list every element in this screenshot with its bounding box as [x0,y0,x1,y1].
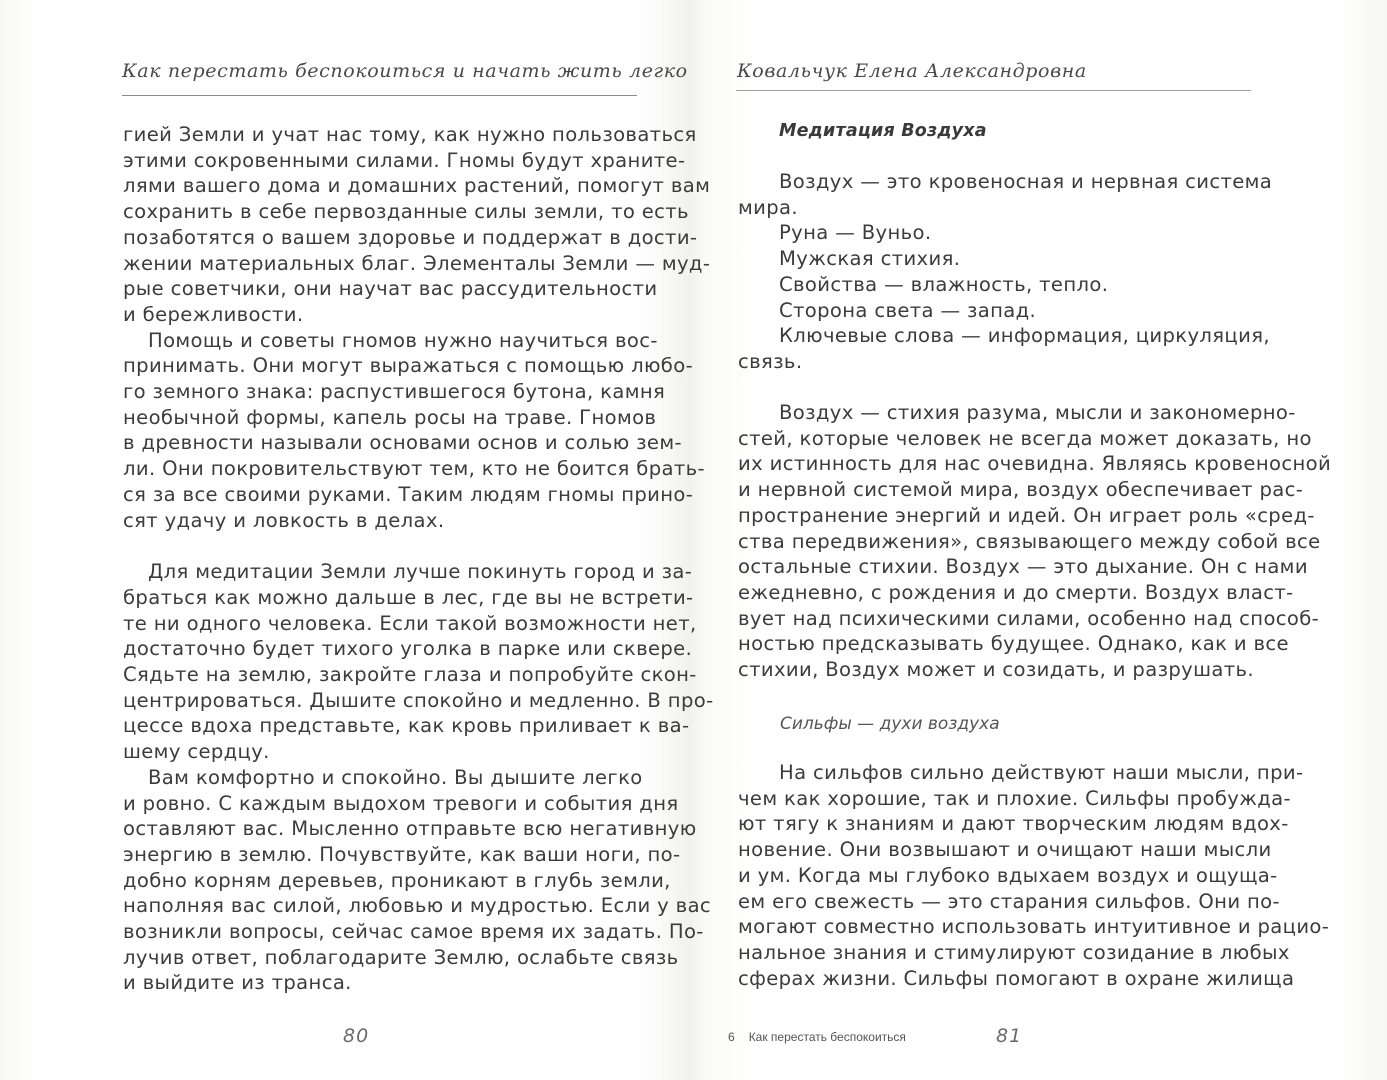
text-line: ют тягу к знаниям и дают творческим людям вдох- [738,812,1289,836]
text-line: Ключевые слова — информация, циркуляция, [779,324,1270,348]
text-line: нальное знания и стимулируют созидание в любых [738,940,1290,964]
text-line: энергию в землю. Почувствуйте, как ваши ноги, по- [123,842,681,866]
text-line: центрироваться. Дышите спокойно и медленно. В про- [123,688,714,712]
text-line: браться как можно дальше в лес, где вы не встрети- [123,585,694,609]
text-line: этими сокровенными силами. Гномы будут храните- [123,148,686,172]
text-line: и нервной системой мира, воздух обеспечивает рас- [738,478,1304,502]
text-line: шему сердцу. [123,740,270,764]
text-line: Для медитации Земли лучше покинуть город и за- [148,560,693,584]
text-line: ли. Они покровительствуют тем, кто не боится брать- [123,457,705,481]
text-line: рые советчики, они научат вас рассудительности [123,277,658,301]
signature-title: Как перестать беспокоиться [748,1030,906,1044]
text-line: остальные стихии. Воздух — это дыхание. Он с нами [738,555,1308,579]
text-line: их истинность для нас очевидна. Являясь кровеносной [738,452,1332,476]
text-line: Руна — Вуньо. [779,221,932,245]
text-line: принимать. Они могут выражаться с помощью любо- [123,354,694,378]
text-line: стихии, Воздух может и созидать, и разрушать. [738,658,1254,681]
running-head-left: Как перестать беспокоиться и начать жить легко [122,60,688,82]
text-line: сохранить в себе первозданные силы земли, то есть [123,200,689,224]
text-line: позаботятся о вашем здоровье и поддержат в дости- [123,225,698,249]
text-line: чем как хорошие, так и плохие. Сильфы пробужда- [738,786,1291,810]
text-line: На сильфов сильно действуют наши мысли, при- [779,761,1304,784]
text-line: связь. [738,349,803,373]
text-line: достаточно будет тихого уголка в парке или сквере. [123,637,693,661]
text-line: Свойства — влажность, тепло. [779,272,1109,296]
text-line: пространение энергий и идей. Он играет роль «сред- [738,503,1315,527]
text-line: гией Земли и учат нас тому, как нужно пользоваться [123,123,697,146]
text-line: мира. [738,195,798,219]
text-line: оставляют вас. Мысленно отправьте всю негативную [123,817,697,841]
page-number-left: 80 [343,1025,370,1047]
text-line: наполняя вас силой, любовью и мудростью. Если у вас [123,894,712,918]
text-line: новение. Они возвышают и очищают наши мысли [738,838,1272,862]
subheading: Сильфы — духи воздуха [780,714,1000,734]
printer-signature [728,1030,906,1044]
text-line: цессе вдоха представьте, как кровь приливает к ва- [123,714,690,738]
signature-number: 6 [728,1030,735,1044]
text-line: го земного знака: распустившегося бутона, камня [123,380,666,403]
section-heading: Медитация Воздуха [779,121,987,141]
running-head-right: Ковальчук Елена Александровна [737,60,1087,82]
right-page [690,0,1387,1080]
text-line: сферах жизни. Сильфы помогают в охране жилища [738,966,1295,990]
text-line: и ум. Когда мы глубоко вдыхаем воздух и ощуща- [738,863,1278,887]
text-line: и ровно. С каждым выдохом тревоги и события дня [123,791,679,815]
text-line: возникли вопросы, сейчас самое время их задать. По- [123,920,704,943]
text-line: жении материальных благ. Элементалы Земли — муд- [123,251,711,275]
text-line: и бережливости. [123,302,304,326]
text-line: Сядьте на землю, закройте глаза и попробуйте скон- [123,663,697,686]
text-line: в древности называли основами основ и солью зем- [123,431,682,455]
text-line: Воздух — это кровеносная и нервная система [779,170,1273,193]
page-number-right: 81 [996,1025,1023,1047]
text-line: вует над психическими силами, особенно над способ- [738,606,1320,630]
text-line: сят удачу и ловкость в делах. [123,508,445,532]
text-line: лями вашего дома и домашних растений, помогут вам [123,174,711,198]
text-line: ся за все своими руками. Таким людям гномы прино- [123,482,694,506]
text-line: ем его свежесть — это старания сильфов. Они по- [738,889,1280,913]
text-line: ностью предсказывать будущее. Однако, как и все [738,632,1289,656]
text-line: необычной формы, капель росы на траве. Гномов [123,405,657,429]
header-rule-right [736,90,1251,91]
text-line: ежедневно, с рождения и до смерти. Воздух власт- [738,580,1294,604]
text-line: ства передвижения», связывающего между собой все [738,529,1321,553]
text-line: могают совместно использовать интуитивное и рацио- [738,915,1330,939]
text-line: Помощь и советы гномов нужно научиться вос- [148,328,658,352]
text-line: Вам комфортно и спокойно. Вы дышите легко [148,765,643,789]
text-line: лучив ответ, поблагодарите Землю, ослабьте связь [123,945,679,969]
text-line: те ни одного человека. Если такой возможности нет, [123,611,697,635]
text-line: Воздух — стихия разума, мысли и закономерно- [779,401,1296,424]
text-line: и выйдите из транса. [123,971,352,995]
header-rule-left [122,95,637,96]
text-line: Сторона света — запад. [779,298,1037,322]
text-line: стей, которые человек не всегда может доказать, но [738,426,1312,450]
text-line: Мужская стихия. [779,247,961,271]
text-line: добно корням деревьев, проникают в глубь земли, [123,868,671,892]
